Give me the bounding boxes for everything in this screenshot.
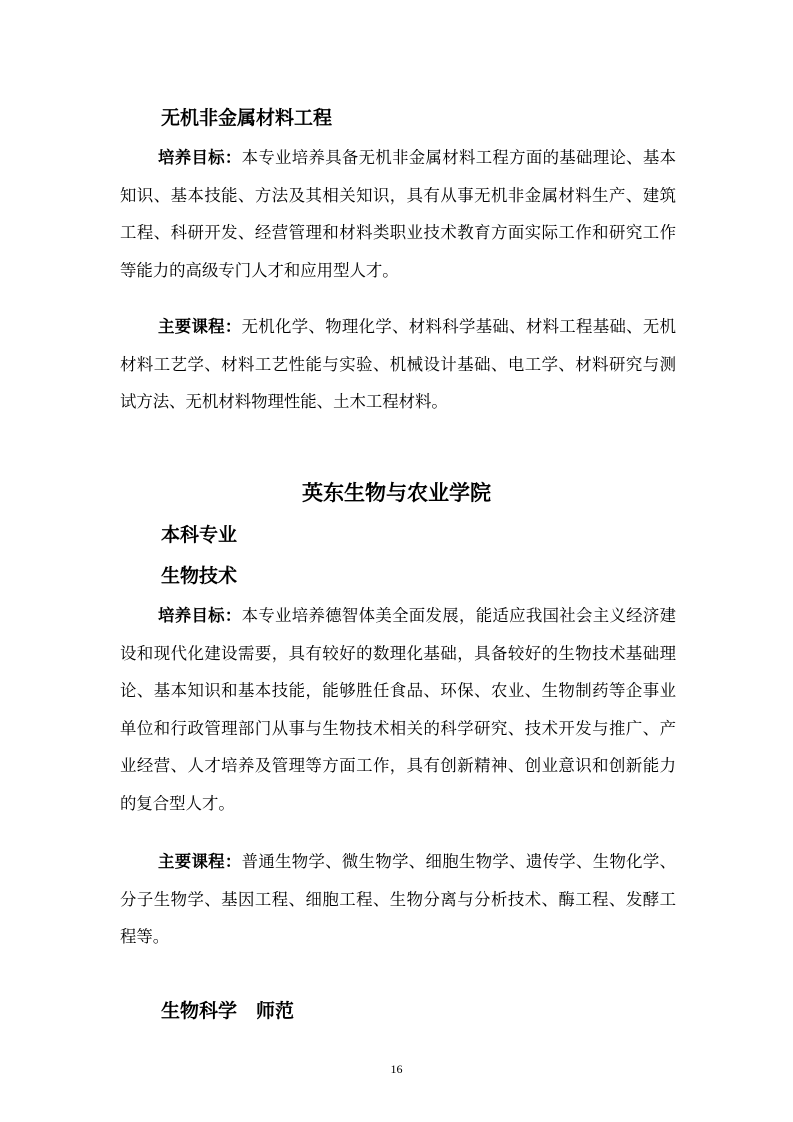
courses-paragraph-biotechnology — [120, 843, 676, 956]
category-heading-undergraduate: 本科专业 — [161, 524, 238, 546]
objective-label: 培养目标： — [158, 148, 242, 167]
objective-label: 培养目标： — [158, 606, 242, 625]
objective-text: 本专业培养具备无机非金属材料工程方面的基础理论、基本知识、基本技能、方法及其相关知识，具有从事无机非金属材料生产、建筑工程、科研开发、经营管理和材料类职业技术教育方面实际工作和研究工作等能力的高级专门人才和应用型人才。 — [120, 148, 677, 280]
courses-label: 主要课程： — [158, 317, 242, 336]
major-title-inorganic-materials: 无机非金属材料工程 — [161, 107, 333, 129]
objective-paragraph-inorganic-materials — [120, 139, 676, 289]
major-title-biological-science-teaching: 生物科学 师范 — [161, 1000, 295, 1022]
courses-text: 普通生物学、微生物学、细胞生物学、遗传学、生物化学、分子生物学、基因工程、细胞工程、生物分离与分析技术、酶工程、发酵工程等。 — [120, 852, 677, 946]
college-title: 英东生物与农业学院 — [302, 481, 491, 505]
courses-paragraph-inorganic-materials — [120, 308, 676, 421]
objective-text: 本专业培养德智体美全面发展，能适应我国社会主义经济建设和现代化建设需要，具有较好的数理化基础，具备较好的生物技术基础理论、基本知识和基本技能，能够胜任食品、环保、农业、生物制药等企事业单位和行政管理部门从事与生物技术相关的科学研究、技术开发与推广、产业经营、人才培养及管理等方面工作，具有创新精神、创业意识和创新能力的复合型人才。 — [120, 606, 677, 813]
objective-paragraph-biotechnology — [120, 597, 676, 822]
courses-text: 无机化学、物理化学、材料科学基础、材料工程基础、无机材料工艺学、材料工艺性能与实验、机械设计基础、电工学、材料研究与测试方法、无机材料物理性能、土木工程材料。 — [120, 317, 677, 411]
major-title-biotechnology: 生物技术 — [161, 565, 238, 587]
page-number: 16 — [390, 1062, 403, 1076]
courses-label: 主要课程： — [158, 852, 242, 871]
